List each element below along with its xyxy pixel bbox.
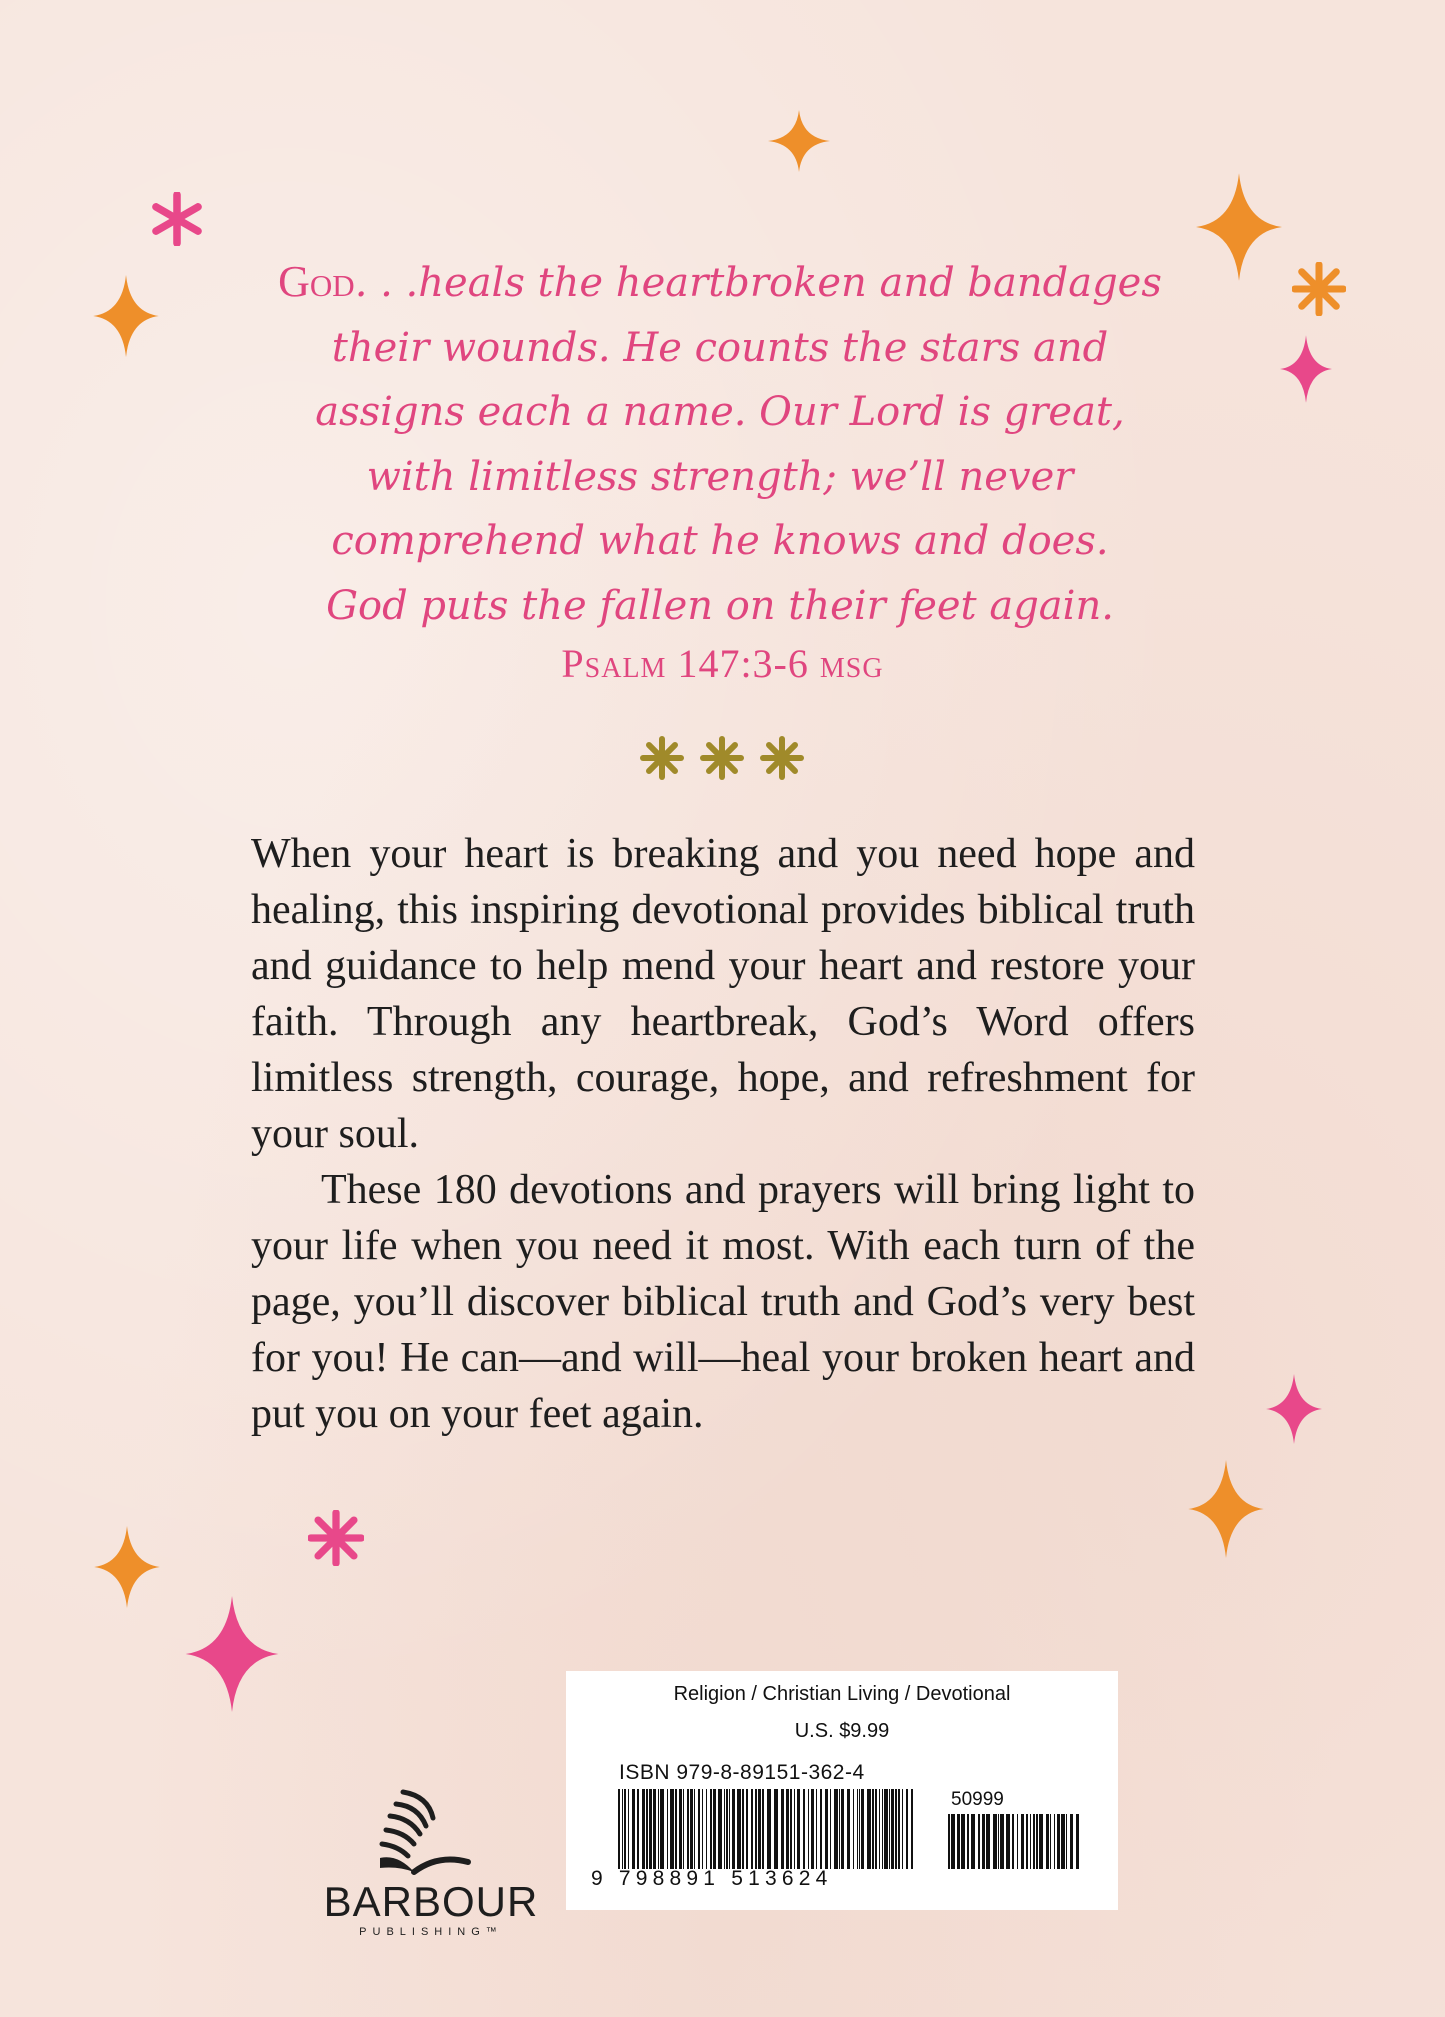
quote-lead-word: God (278, 257, 355, 306)
barcode-bar (742, 1789, 744, 1869)
barcode-bar (660, 1789, 664, 1869)
barcode-bar (751, 1789, 753, 1869)
orange-asterisk-icon (1292, 262, 1346, 316)
pink-sparkle-icon (1280, 335, 1332, 403)
divider-asterisks (637, 733, 807, 783)
barcode-bar (961, 1814, 965, 1869)
barcode-bar (1017, 1814, 1018, 1869)
barcode-bar (816, 1789, 817, 1869)
barcode-bar (906, 1789, 908, 1869)
barcode-bar (1070, 1814, 1073, 1869)
barcode-bar (978, 1814, 980, 1869)
barcode-bar (1026, 1814, 1028, 1869)
description-paragraph-1: When your heart is breaking and you need hope and healing, this inspiring devotional provides biblical truth and guidance to help mend your heart and restore your faith. Through any heartbreak, God’s Word offers limitless strength, courage, hope, and refreshment for your soul. (251, 831, 1195, 1157)
barcode-bar (830, 1789, 831, 1869)
book-category: Religion / Christian Living / Devotional (673, 1683, 1011, 1705)
barcode-bar (957, 1814, 960, 1869)
barcode-bar (889, 1789, 890, 1869)
barcode-bar (797, 1789, 800, 1869)
barcode-bar (882, 1789, 883, 1869)
barcode-bar (879, 1789, 880, 1869)
barcode-bar (982, 1814, 985, 1869)
barcode-bar (624, 1789, 626, 1869)
description-paragraph-2: These 180 devotions and prayers will bring light to your life when you need it most. With each turn of the page, you’ll discover biblical truth and God’s very best for you! He can—and will—heal your broken heart and put you on your feet again. (251, 1167, 1195, 1437)
gold-asterisk-icon (643, 739, 681, 777)
barcode-bar (895, 1789, 897, 1869)
barcode-bar (724, 1789, 725, 1869)
barcode-bar (898, 1789, 900, 1869)
barcode-bar (774, 1789, 778, 1869)
barcode-bar (1012, 1814, 1014, 1869)
book-description (251, 826, 1195, 1442)
gold-asterisk-icon (703, 739, 741, 777)
gold-asterisk-icon (763, 739, 801, 777)
barcode-bar (1061, 1814, 1065, 1869)
barcode-bar (808, 1789, 809, 1869)
barcode-bar (859, 1789, 860, 1869)
barcode-bar (786, 1789, 789, 1869)
barcode-bar (803, 1789, 805, 1869)
barcode-digits: 9 798891 513624 (591, 1867, 833, 1890)
barcode-bar (811, 1789, 814, 1869)
publisher-subtitle: PUBLISHING™ (359, 1926, 503, 1938)
barcode-bar (948, 1814, 950, 1869)
barcode-bar (618, 1789, 620, 1869)
barcode-bar (628, 1789, 629, 1869)
orange-sparkle-icon (94, 1526, 160, 1608)
barcode-bar (794, 1789, 795, 1869)
addon-barcode (946, 1814, 1081, 1869)
barcode-bar (847, 1789, 850, 1869)
book-price: U.S. $9.99 (794, 1720, 890, 1742)
barcode-bar (1033, 1814, 1035, 1869)
barcode-bar (694, 1789, 695, 1869)
barcode-bar (622, 1789, 623, 1869)
barcode-bar (891, 1789, 894, 1869)
barcode-bar (834, 1789, 838, 1869)
quote-line-5: comprehend what he knows and does. (331, 518, 1109, 564)
barcode-bar (1006, 1814, 1010, 1869)
barcode-bar (790, 1789, 792, 1869)
quote-line-1 (240, 250, 1200, 316)
barcode-bar (857, 1789, 858, 1869)
barcode-bar (646, 1789, 648, 1869)
barcode-bar (713, 1789, 716, 1869)
barcode-bar (690, 1789, 693, 1869)
barcode-bar (1000, 1814, 1004, 1869)
barcode-bar (1066, 1814, 1067, 1869)
barcode-bar (1021, 1814, 1024, 1869)
barcode-bar (729, 1789, 730, 1869)
barcode-bar (967, 1814, 969, 1869)
barcode-bar (875, 1789, 877, 1869)
barcode-bar (820, 1789, 822, 1869)
barcode-bar (951, 1814, 955, 1869)
orange-sparkle-icon (93, 275, 159, 357)
orange-sparkle-icon (768, 110, 830, 172)
pink-asterisk-icon (150, 192, 204, 246)
pink-sparkle-icon (1266, 1374, 1322, 1444)
barcode-bar (1050, 1814, 1051, 1869)
barcode-bar (872, 1789, 874, 1869)
barcode-bar (986, 1814, 990, 1869)
isbn-number: ISBN 979-8-89151-362-4 (619, 1761, 865, 1784)
pink-sparkle-icon (185, 1596, 279, 1712)
publisher-name: BARBOUR (323, 1878, 539, 1925)
barcode-bar (649, 1789, 652, 1869)
barcode-bar (853, 1789, 854, 1869)
barcode-bar (687, 1789, 689, 1869)
barcode-bar (911, 1789, 913, 1869)
barcode-bar (718, 1789, 722, 1869)
barcode-bar (1036, 1814, 1038, 1869)
barcode-bar (781, 1789, 784, 1869)
barcode-bar (825, 1789, 828, 1869)
barcode-bar (841, 1789, 844, 1869)
barcode-bar (732, 1789, 735, 1869)
quote-line-1-text: . . .heals the heartbroken and bandages (354, 260, 1162, 306)
barcode-bar (675, 1789, 677, 1869)
barcode-bar (971, 1814, 975, 1869)
quote-line-3: assigns each a name. Our Lord is great, (315, 389, 1125, 435)
orange-sparkle-icon (1188, 1460, 1264, 1558)
barcode-bar (746, 1789, 748, 1869)
barcode-bar (642, 1789, 645, 1869)
barcode-bar (679, 1789, 682, 1869)
barcode-bar (1046, 1814, 1049, 1869)
barcode-bar (670, 1789, 674, 1869)
barcode-bar (902, 1789, 903, 1869)
barcode-label (566, 1671, 1118, 1910)
barcode-bar (702, 1789, 703, 1869)
barcode-bar (1030, 1814, 1031, 1869)
barcode-bar (839, 1789, 840, 1869)
barcode-bar (762, 1789, 764, 1869)
quote-line-2: their wounds. He counts the stars and (331, 324, 1109, 371)
barcode-bar (998, 1814, 999, 1869)
barcode-bar (737, 1789, 741, 1869)
barcode-bar (1039, 1814, 1043, 1869)
barcode-bar (1054, 1814, 1055, 1869)
quote-line-4: with limitless strength; we’ll never (366, 453, 1074, 500)
barcode-bar (667, 1789, 668, 1869)
barcode-bar (632, 1789, 635, 1869)
barcode-bar (867, 1789, 871, 1869)
barcode-bar (653, 1789, 656, 1869)
barcode-bar (861, 1789, 864, 1869)
scripture-quote (240, 250, 1200, 638)
scripture-citation: Psalm 147:3-6 msg (561, 641, 884, 686)
pink-asterisk-icon (308, 1510, 364, 1566)
barcode-bar (993, 1814, 997, 1869)
barcode-bar (755, 1789, 757, 1869)
barcode-bar (884, 1789, 888, 1869)
orange-sparkle-icon (1196, 172, 1282, 282)
barcode-bar (1057, 1814, 1060, 1869)
barcode-bar (767, 1789, 771, 1869)
barcode-bar (698, 1789, 700, 1869)
barcode-bar (683, 1789, 684, 1869)
barcode-bar (637, 1789, 639, 1869)
barcode-bar (726, 1789, 728, 1869)
barcode-bar (758, 1789, 761, 1869)
quote-line-6: God puts the fallen on their feet again. (326, 582, 1114, 629)
barcode-bar (710, 1789, 712, 1869)
barcode-bar (1076, 1814, 1079, 1869)
barcode-bar (658, 1789, 659, 1869)
barcode-bar (706, 1789, 707, 1869)
isbn-barcode (616, 1789, 916, 1869)
price-addon-code: 50999 (951, 1789, 1004, 1810)
